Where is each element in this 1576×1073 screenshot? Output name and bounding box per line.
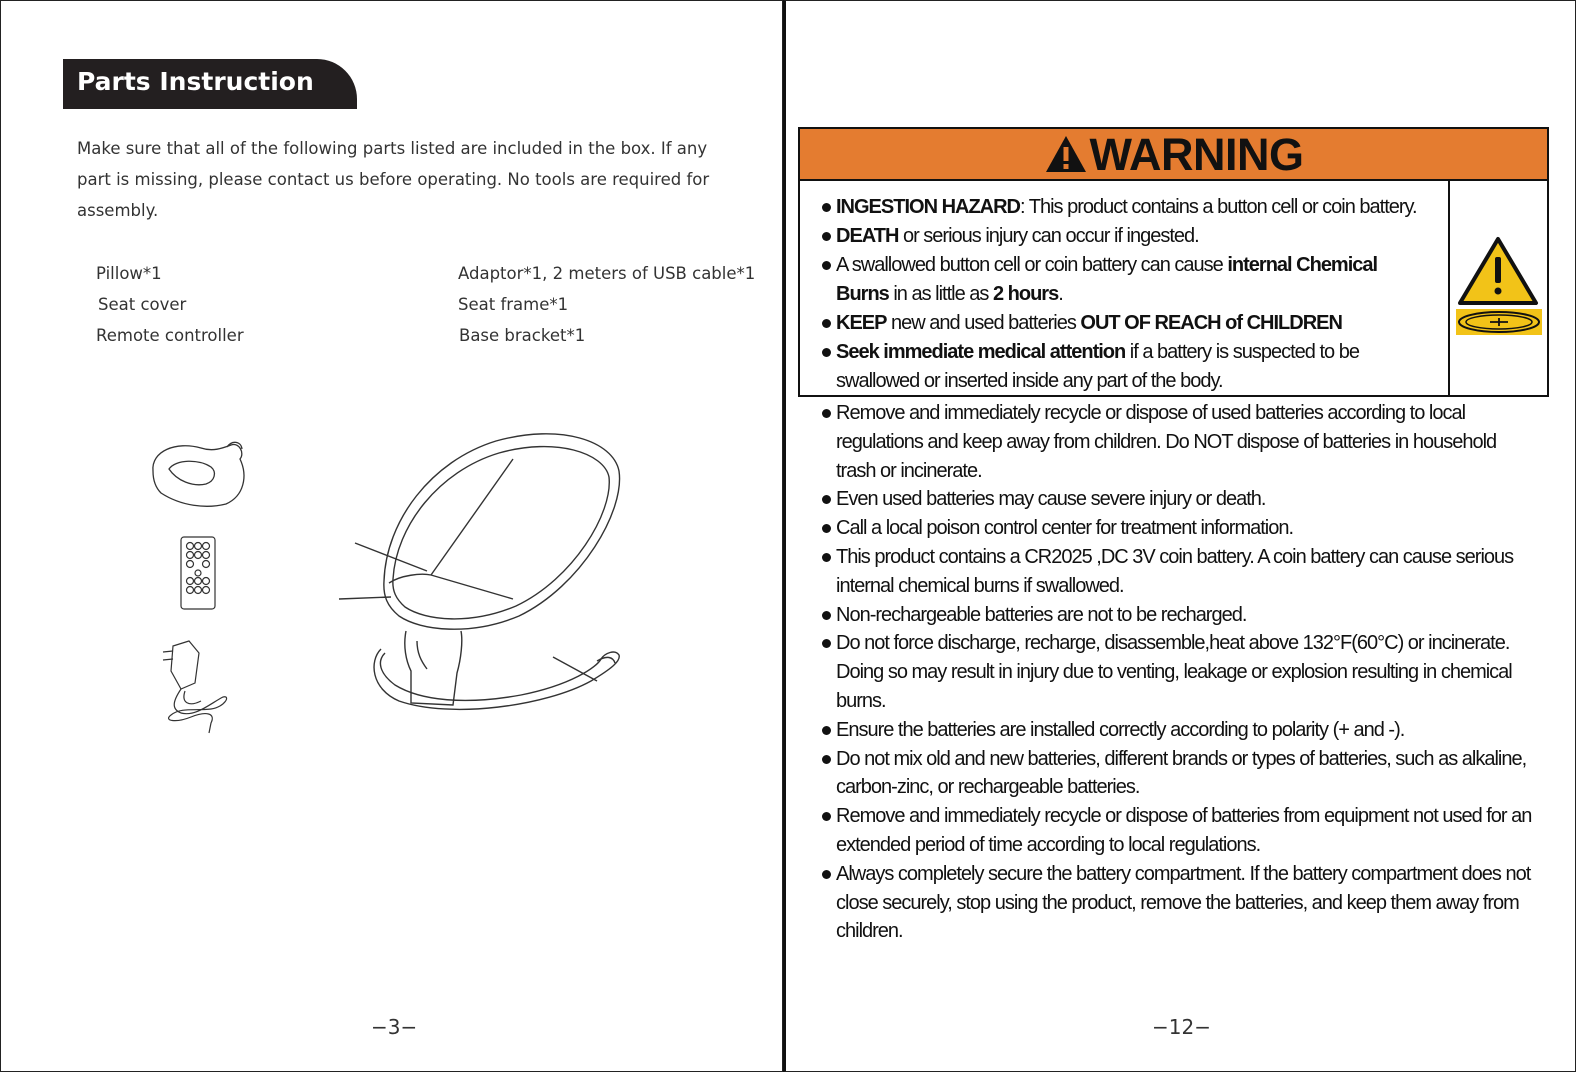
list-item: DEATH or serious injury can occur if ingested. <box>800 222 1460 251</box>
list-item: Always completely secure the battery compartment. If the battery compartment does not close securely, stop using the product, remove the batteries, and keep them away from children. <box>800 860 1540 946</box>
warning-triangle-icon <box>1044 134 1088 174</box>
hazard-icon-column <box>1448 179 1547 395</box>
parts-illustration <box>1 1 784 1073</box>
list-item: Do not mix old and new batteries, different brands or types of batteries, such as alkaline, carbon-zinc, or rechargeable batteries. <box>800 745 1540 803</box>
list-item: Do not force discharge, recharge, disassemble,heat above 132°F(60°C) or incinerate. Doing so may result in injury due to venting, leakage or explosion resulting in chemical burns. <box>800 629 1540 715</box>
part-seat-cover: Seat cover <box>98 295 187 314</box>
page-number-left: −3− <box>371 1015 418 1039</box>
part-pillow: Pillow*1 <box>96 264 162 283</box>
intro-paragraph: Make sure that all of the following parts listed are included in the box. If any part is missing, please contact us before operating. No tools are required for assembly. <box>77 139 710 220</box>
list-item: KEEP new and used batteries OUT OF REACH of CHILDREN <box>800 309 1460 338</box>
warning-header <box>800 129 1547 181</box>
adaptor-drawing <box>163 641 227 733</box>
left-page <box>0 0 783 1072</box>
part-remote-controller: Remote controller <box>96 326 244 345</box>
list-item: Remove and immediately recycle or dispose of batteries from equipment not used for an extended period of time according to local regulations. <box>800 802 1540 860</box>
list-item: INGESTION HAZARD: This product contains a button cell or coin battery. <box>800 193 1460 222</box>
pillow-drawing <box>153 442 244 506</box>
baby-rocker-drawing <box>339 434 620 710</box>
list-item: Even used batteries may cause severe injury or death. <box>800 485 1540 514</box>
list-item: Ensure the batteries are installed correctly according to polarity (+ and -). <box>800 716 1540 745</box>
list-item: A swallowed button cell or coin battery can cause internal Chemical Burns in as little as 2 hours. <box>800 251 1396 309</box>
remote-drawing <box>181 537 215 609</box>
list-item: Seek immediate medical attention if a battery is suspected to be swallowed or inserted inside any part of the body. <box>800 338 1396 396</box>
part-seat-frame: Seat frame*1 <box>458 295 569 314</box>
list-item: Remove and immediately recycle or dispose of used batteries according to local regulations and keep away from children. Do NOT dispose of batteries in household trash or incinerate. <box>800 399 1540 485</box>
list-item: Call a local poison control center for treatment information. <box>800 514 1540 543</box>
list-item: This product contains a CR2025 ,DC 3V coin battery. A coin battery can cause serious internal chemical burns if swallowed. <box>800 543 1540 601</box>
battery-warning-list <box>800 399 1540 946</box>
part-base-bracket: Base bracket*1 <box>459 326 586 345</box>
list-item: Non-rechargeable batteries are not to be recharged. <box>800 601 1540 630</box>
hazard-battery-icon <box>1452 229 1545 339</box>
warning-title: WARNING <box>1089 129 1304 180</box>
section-title: Parts Instruction <box>77 67 314 96</box>
boxed-warning-list <box>800 193 1460 396</box>
part-adaptor: Adaptor*1, 2 meters of USB cable*1 <box>458 264 756 283</box>
page-number-right: −12− <box>1152 1015 1211 1039</box>
right-page <box>783 0 1576 1072</box>
